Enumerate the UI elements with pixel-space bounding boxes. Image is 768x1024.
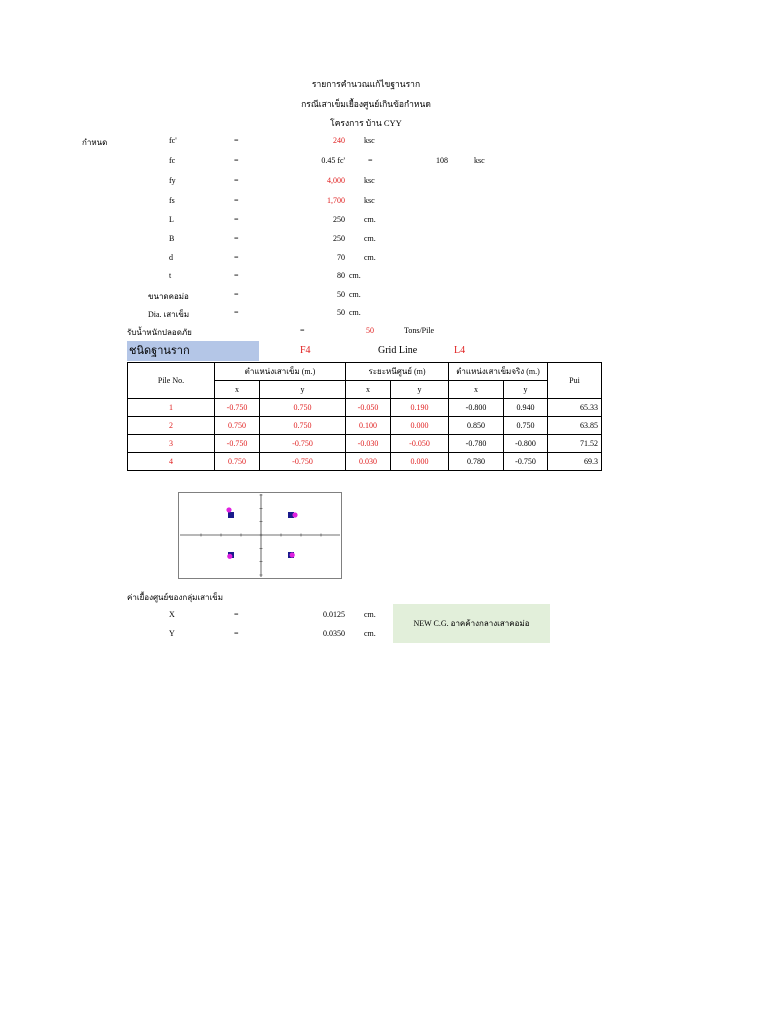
footing-type-label: ชนิดฐานราก (127, 341, 259, 361)
safe-load-label: รับน้ำหนักปลอดภัย (127, 328, 192, 337)
cell-ey: 0.000 (391, 453, 449, 471)
param-eq: = (234, 156, 239, 165)
sub-y: y (391, 381, 449, 399)
cell-ax: -0.780 (449, 435, 504, 453)
param-value-2: 108 (436, 156, 448, 165)
param-label: fc (169, 156, 176, 165)
actual-pile-point (290, 552, 295, 557)
cell-ex: -0.050 (346, 399, 391, 417)
param-label: t (169, 271, 172, 280)
cg-x-value: 0.0125 (323, 610, 345, 619)
pile-table (127, 362, 602, 471)
param-eq: = (234, 271, 239, 280)
cell-ax: 0.780 (449, 453, 504, 471)
param-value: 50 (337, 308, 345, 317)
title-line-1: รายการคำนวณแก้ไขฐานราก (311, 79, 421, 89)
param-eq: = (234, 196, 239, 205)
cell-ax: -0.800 (449, 399, 504, 417)
param-unit-2: ksc (474, 156, 485, 165)
param-label: fs (169, 196, 175, 205)
cell-x: 0.750 (215, 417, 260, 435)
title-line-3: โครงการ บ้าน CYY (330, 118, 402, 128)
title-line-2: กรณีเสาเข็มเยื้องศูนย์เกินข้อกำหนด (301, 99, 431, 109)
param-value: 50 (337, 290, 345, 299)
cell-pui: 71.52 (548, 435, 602, 453)
cg-x-eq: = (234, 610, 239, 619)
param-value: 80 (337, 271, 345, 280)
actual-pile-point (292, 512, 297, 517)
cell-ax: 0.850 (449, 417, 504, 435)
param-value: 70 (337, 253, 345, 262)
cell-ay: 0.750 (504, 417, 548, 435)
actual-pile-point (226, 507, 231, 512)
cell-pile-no: 1 (128, 399, 215, 417)
cell-pui: 63.85 (548, 417, 602, 435)
table-row (128, 435, 602, 453)
param-value: 0.45 fc' (321, 156, 345, 165)
param-unit: ksc (364, 176, 375, 185)
param-unit: ksc (364, 196, 375, 205)
col-pui: Pui (548, 363, 602, 399)
cell-ex: -0.030 (346, 435, 391, 453)
cg-label: ค่าเยื้องศูนย์ของกลุ่มเสาเข็ม (127, 593, 223, 602)
cg-y-value: 0.0350 (323, 629, 345, 638)
cell-x: -0.750 (215, 399, 260, 417)
param-eq: = (234, 290, 239, 299)
cg-x-unit: cm. (364, 610, 376, 619)
param-unit: ksc (364, 136, 375, 145)
grid-line-value: L4 (454, 345, 466, 356)
cg-y-eq: = (234, 629, 239, 638)
table-row (128, 417, 602, 435)
param-label: ขนาดคอม่อ (148, 292, 189, 301)
sub-y: y (504, 381, 548, 399)
param-value: 4,000 (327, 176, 345, 185)
sub-x: x (215, 381, 260, 399)
param-unit: cm. (364, 253, 376, 262)
cell-pile-no: 4 (128, 453, 215, 471)
param-label: Dia. เสาเข็ม (148, 310, 190, 319)
cell-x: 0.750 (215, 453, 260, 471)
col-group-eccentricity: ระยะหนีศูนย์ (m) (346, 363, 449, 381)
param-label: fy (169, 176, 176, 185)
cell-y: 0.750 (260, 399, 346, 417)
param-eq-2: = (368, 156, 373, 165)
sub-x: x (449, 381, 504, 399)
cell-ex: 0.100 (346, 417, 391, 435)
cg-y-unit: cm. (364, 629, 376, 638)
param-unit: cm. (349, 308, 361, 317)
param-eq: = (234, 308, 239, 317)
param-eq: = (234, 253, 239, 262)
param-unit: cm. (349, 290, 361, 299)
cell-ay: 0.940 (504, 399, 548, 417)
param-unit: cm. (364, 215, 376, 224)
param-eq: = (234, 136, 239, 145)
cell-y: -0.750 (260, 435, 346, 453)
cell-x: -0.750 (215, 435, 260, 453)
sub-x: x (346, 381, 391, 399)
param-label: B (169, 234, 175, 243)
param-unit: cm. (364, 234, 376, 243)
cell-ex: 0.030 (346, 453, 391, 471)
col-group-pile-position: ตำแหน่งเสาเข็ม (m.) (215, 363, 346, 381)
cell-ay: -0.800 (504, 435, 548, 453)
param-unit: cm. (349, 271, 361, 280)
planned-pile-point (228, 512, 234, 518)
table-row (128, 453, 602, 471)
cell-y: -0.750 (260, 453, 346, 471)
cg-y-label: Y (169, 629, 175, 638)
param-label: L (169, 215, 174, 224)
safe-load-eq: = (300, 326, 305, 335)
param-eq: = (234, 176, 239, 185)
pile-position-chart (178, 492, 342, 579)
cell-ay: -0.750 (504, 453, 548, 471)
new-cg-note: NEW C.G. อาคค้างกลางเสาคอม่อ (393, 604, 550, 643)
param-label: fc' (169, 136, 177, 145)
safe-load-value: 50 (366, 326, 374, 335)
safe-load-unit: Tons/Pile (404, 326, 435, 335)
section-label: กำหนด (82, 138, 108, 147)
cell-pui: 65.33 (548, 399, 602, 417)
param-value: 240 (333, 136, 345, 145)
col-group-actual-position: ตำแหน่งเสาเข็มจริง (m.) (449, 363, 548, 381)
cell-pile-no: 3 (128, 435, 215, 453)
chart-frame (179, 493, 342, 579)
col-pile-no: Pile No. (128, 363, 215, 399)
cell-ey: -0.050 (391, 435, 449, 453)
actual-pile-point (227, 554, 232, 559)
table-row (128, 399, 602, 417)
param-eq: = (234, 215, 239, 224)
cell-ey: 0.190 (391, 399, 449, 417)
cell-pile-no: 2 (128, 417, 215, 435)
cg-x-label: X (169, 610, 175, 619)
param-label: d (169, 253, 173, 262)
cell-pui: 69.3 (548, 453, 602, 471)
cell-y: 0.750 (260, 417, 346, 435)
param-value: 1,700 (327, 196, 345, 205)
sub-y: y (260, 381, 346, 399)
grid-line-label: Grid Line (378, 345, 418, 356)
param-value: 250 (333, 234, 345, 243)
cell-ey: 0.000 (391, 417, 449, 435)
param-eq: = (234, 234, 239, 243)
footing-type-value: F4 (300, 345, 311, 356)
param-value: 250 (333, 215, 345, 224)
